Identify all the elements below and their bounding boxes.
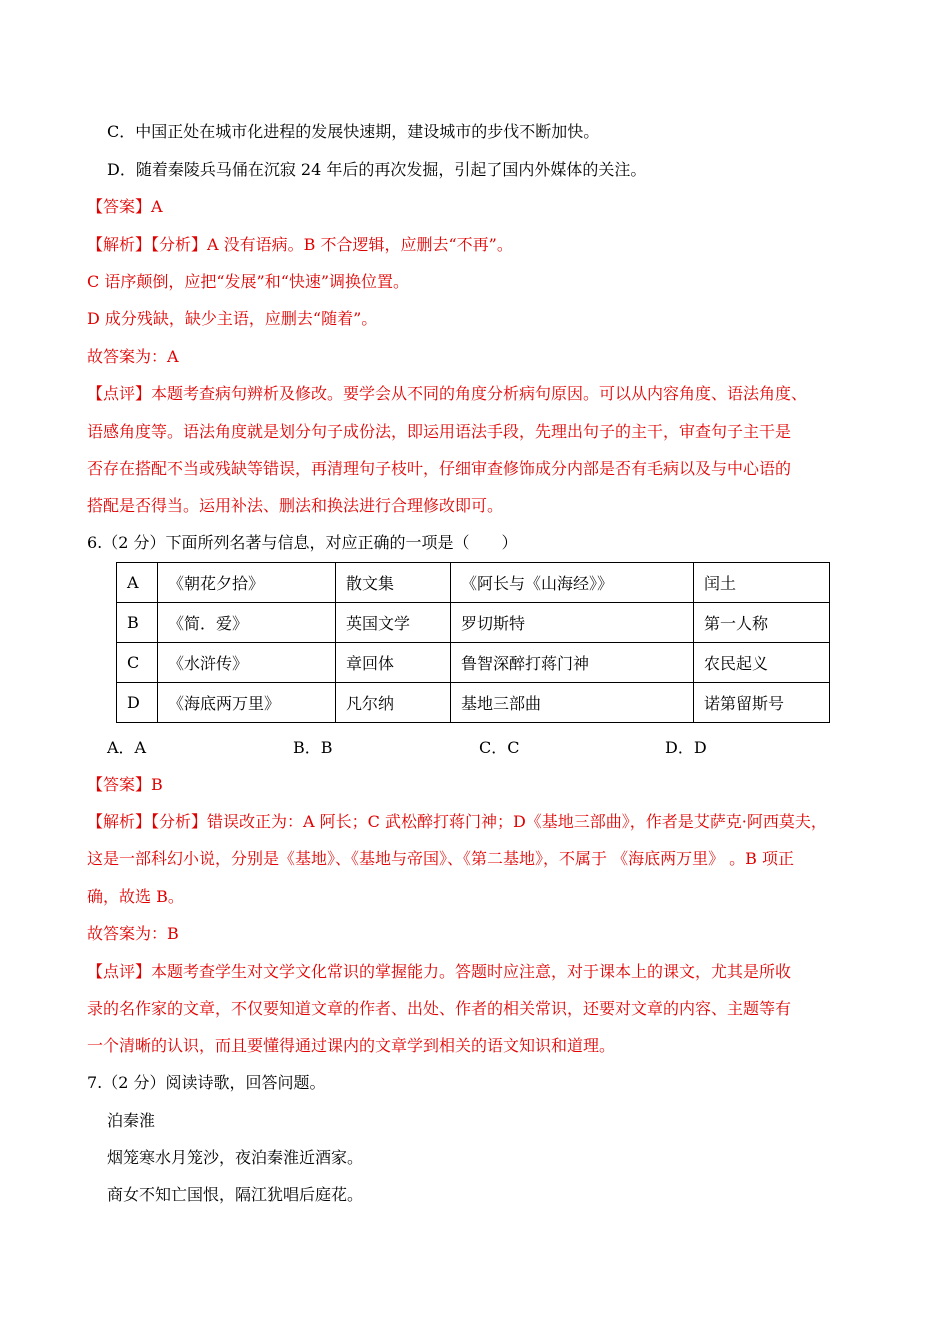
q6-choice-d: D．D [665,738,707,757]
table-cell: 《朝花夕拾》 [158,563,336,603]
q6-analysis-line: 确，故选 B。 [87,887,184,906]
q6-analysis-line: 这是一部科幻小说，分别是《基地》、《基地与帝国》、《第二基地》，不属于 《海底两万里》 。B 项正 [87,849,795,868]
q5-comment-line: 否存在搭配不当或残缺等错误，再清理句子枝叶，仔细审查修饰成分内部是否有毛病以及与中心语的 [87,459,792,478]
q6-comment-line: 录的名作家的文章，不仅要知道文章的作者、出处、作者的相关常识，还要对文章的内容、主题等有 [87,999,792,1018]
table-cell: 《简．爱》 [158,603,336,643]
table-cell: B [117,603,158,643]
poem-line: 烟笼寒水月笼沙，夜泊秦淮近酒家。 [107,1148,364,1167]
table-row [117,643,830,683]
table-row [117,683,830,723]
q5-answer: 【答案】A [87,197,163,216]
table-cell: 罗切斯特 [451,603,694,643]
q5-comment-line: 搭配是否得当。运用补法、删法和换法进行合理修改即可。 [87,496,504,515]
q6-comment-line: 【点评】本题考查学生对文学文化常识的掌握能力。答题时应注意，对于课本上的课文，尤其是所收 [87,962,792,981]
table-cell: 闰土 [694,563,830,603]
table-cell: 章回体 [336,643,451,683]
q7-stem: 7.（2 分）阅读诗歌，回答问题。 [87,1073,326,1092]
q5-analysis-line: 【解析】【分析】A 没有语病。B 不合逻辑，应删去“不再”。 [87,235,513,254]
table-cell: 农民起义 [694,643,830,683]
table-cell: 《阿长与《山海经》》 [451,563,694,603]
table-cell: 英国文学 [336,603,451,643]
q6-answer: 【答案】B [87,775,163,794]
q5-final-answer: 故答案为：A [87,347,179,366]
table-cell: 鲁智深醉打蒋门神 [451,643,694,683]
table-cell: 第一人称 [694,603,830,643]
table-cell: 《海底两万里》 [158,683,336,723]
table-cell: 基地三部曲 [451,683,694,723]
q5-option-c: C．中国正处在城市化进程的发展快速期，建设城市的步伐不断加快。 [107,122,600,141]
q6-comment-line: 一个清晰的认识，而且要懂得通过课内的文章学到相关的语文知识和道理。 [87,1036,616,1055]
table-cell: 诺第留斯号 [694,683,830,723]
q6-table [116,562,830,723]
q5-analysis-line: D 成分残缺，缺少主语，应删去“随着”。 [87,309,378,328]
table-cell: 凡尔纳 [336,683,451,723]
poem-title: 泊秦淮 [107,1111,156,1130]
q6-choice-a: A．A [107,738,147,757]
table-row [117,563,830,603]
q5-comment-line: 语感角度等。语法角度就是划分句子成份法，即运用语法手段，先理出句子的主干，审查句子主干是 [87,422,792,441]
table-cell: C [117,643,158,683]
q5-analysis-line: C 语序颠倒，应把“发展”和“快速”调换位置。 [87,272,410,291]
poem-line: 商女不知亡国恨，隔江犹唱后庭花。 [107,1185,364,1204]
table-cell: 散文集 [336,563,451,603]
q5-comment-line: 【点评】本题考查病句辨析及修改。要学会从不同的角度分析病句原因。可以从内容角度、语法角度、 [87,384,808,403]
q6-analysis-line: 【解析】【分析】错误改正为：A 阿长；C 武松醉打蒋门神；D《基地三部曲》，作者是艾萨克·阿西莫夫， [87,812,827,831]
table-cell: 《水浒传》 [158,643,336,683]
q6-choice-c: C．C [479,738,520,757]
table-row [117,603,830,643]
q6-final-answer: 故答案为：B [87,924,179,943]
table-cell: D [117,683,158,723]
table-cell: A [117,563,158,603]
q6-choice-b: B．B [293,738,333,757]
q5-option-d: D．随着秦陵兵马俑在沉寂 24 年后的再次发掘，引起了国内外媒体的关注。 [107,160,647,179]
q6-stem: 6.（2 分）下面所列名著与信息，对应正确的一项是（ ） [87,533,518,552]
